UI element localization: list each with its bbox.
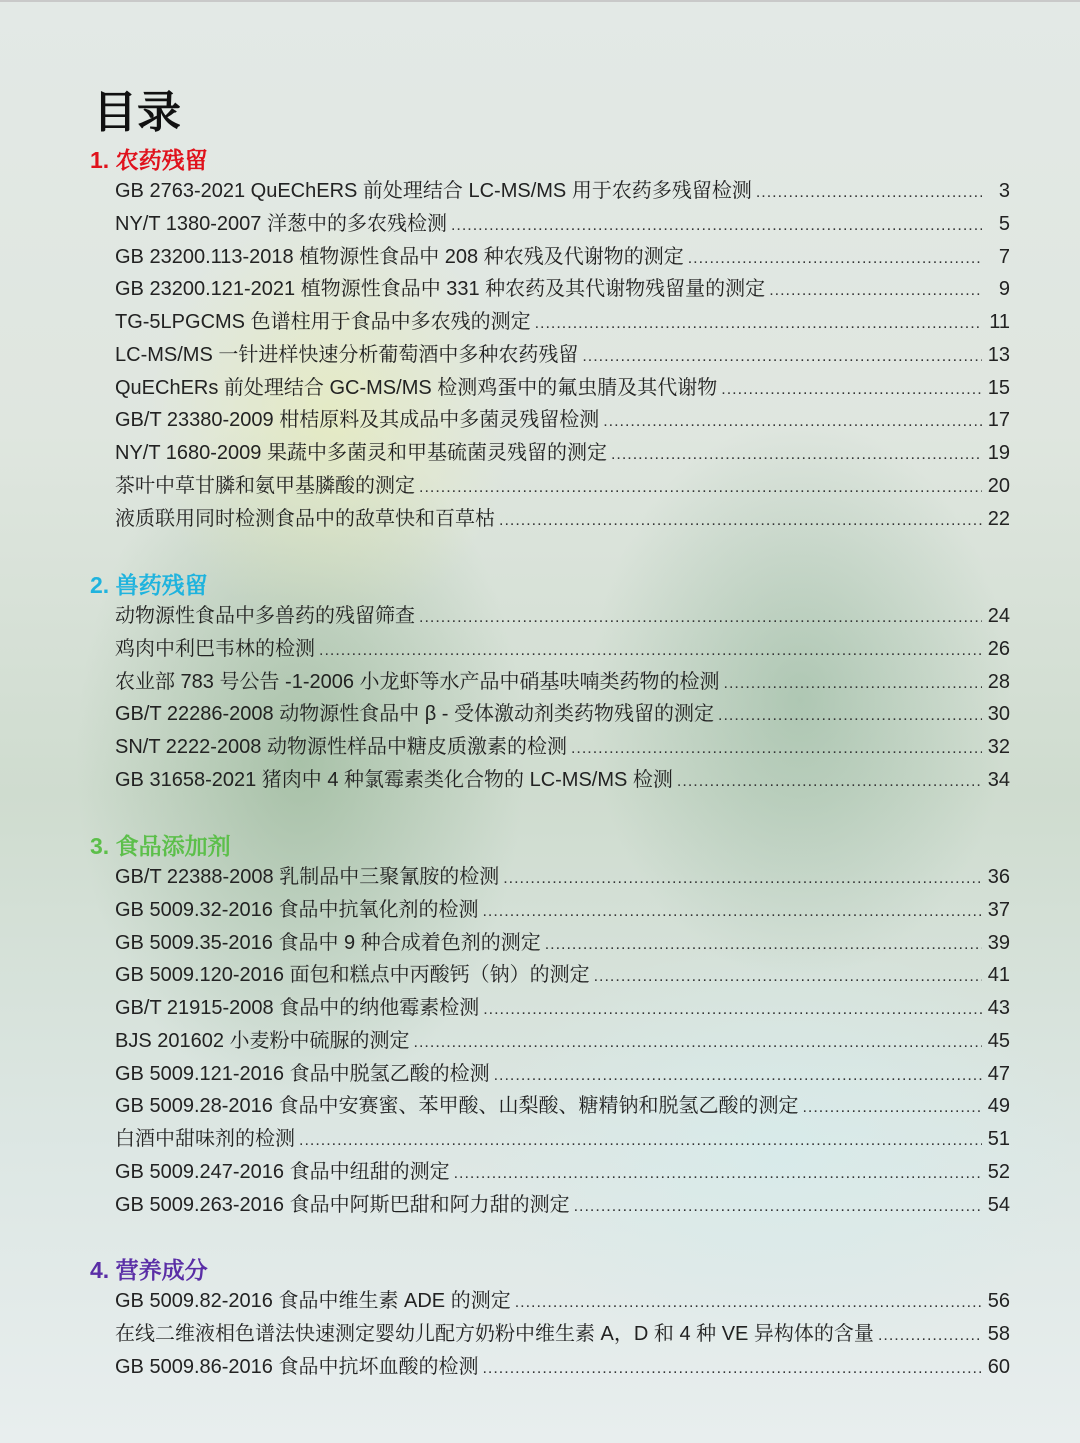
entry-title: 动物源性食品中多兽药的残留筛查 — [115, 605, 415, 627]
toc-entry[interactable] — [90, 764, 1010, 797]
page-number: 34 — [987, 768, 1010, 791]
page-number: 7 — [998, 245, 1010, 268]
section-heading: 2. 兽药残留 — [90, 572, 208, 598]
page-number: 56 — [987, 1290, 1010, 1312]
page-number: 11 — [989, 311, 1010, 333]
entry-title: GB 5009.32-2016 食品中抗氧化剂的检测 — [115, 898, 479, 921]
toc-entry[interactable] — [90, 959, 1010, 992]
toc-entry[interactable] — [90, 633, 1010, 666]
dot-leader — [594, 961, 982, 994]
entry-title: GB/T 22286-2008 动物源性食品中 β - 受体激动剂类药物残留的测定 — [115, 703, 715, 726]
toc-entry[interactable] — [90, 861, 1010, 894]
toc-entry[interactable] — [90, 1156, 1010, 1189]
dot-leader — [483, 994, 982, 1027]
dot-leader — [319, 635, 982, 668]
toc-entry[interactable] — [90, 273, 1010, 306]
dot-leader — [718, 700, 982, 733]
section-heading: 1. 农药残留 — [90, 147, 208, 173]
toc-entry[interactable] — [90, 175, 1010, 208]
toc-entry[interactable] — [90, 731, 1010, 764]
dot-leader — [603, 406, 982, 439]
toc-entry[interactable] — [90, 437, 1010, 470]
page-number: 19 — [987, 442, 1010, 464]
entry-title: 白酒中甜味剂的检测 — [115, 1128, 295, 1150]
toc-entry[interactable] — [90, 894, 1010, 927]
page-number: 51 — [987, 1128, 1010, 1150]
entry-title: NY/T 1680-2009 果蔬中多菌灵和甲基硫菌灵残留的测定 — [115, 442, 607, 464]
dot-leader — [769, 275, 982, 308]
section-heading: 4. 营养成分 — [90, 1257, 208, 1283]
toc-entry[interactable] — [90, 470, 1010, 503]
dot-leader — [414, 1027, 982, 1060]
dot-leader — [724, 668, 982, 701]
dot-leader — [482, 896, 982, 929]
entry-title: QuEChERs 前处理结合 GC-MS/MS 检测鸡蛋中的氟虫腈及其代谢物 — [115, 376, 718, 399]
entry-title: GB 5009.247-2016 食品中纽甜的测定 — [115, 1160, 450, 1183]
toc-entry[interactable] — [90, 1189, 1010, 1222]
entry-title: GB 23200.113-2018 植物源性食品中 208 种农残及代谢物的测定 — [115, 245, 684, 268]
entry-title: GB 31658-2021 猪肉中 4 种氯霉素类化合物的 LC-MS/MS 检测 — [115, 768, 673, 791]
entry-title: GB 5009.121-2016 食品中脱氢乙酸的检测 — [115, 1062, 490, 1085]
page-number: 54 — [987, 1193, 1010, 1216]
page-number: 49 — [987, 1095, 1010, 1118]
entry-title: GB/T 21915-2008 食品中的纳他霉素检测 — [115, 997, 480, 1019]
dot-leader — [574, 1191, 982, 1224]
toc-section — [90, 570, 1010, 797]
entry-title: GB 5009.28-2016 食品中安赛蜜、苯甲酸、山梨酸、糖精钠和脱氢乙酸的测定 — [115, 1095, 799, 1118]
page-number: 20 — [987, 474, 1010, 497]
dot-leader — [494, 1060, 982, 1093]
entry-title: NY/T 1380-2007 洋葱中的多农残检测 — [115, 212, 447, 235]
entry-title: 茶叶中草甘膦和氨甲基膦酸的测定 — [115, 474, 415, 497]
entry-title: GB 5009.86-2016 食品中抗坏血酸的检测 — [115, 1355, 479, 1378]
page-number: 24 — [987, 605, 1010, 627]
toc-entry[interactable] — [90, 503, 1010, 536]
entry-title: SN/T 2222-2008 动物源性样品中糖皮质激素的检测 — [115, 736, 567, 758]
dot-leader — [515, 1287, 982, 1320]
dot-leader — [721, 374, 982, 407]
toc-entry[interactable] — [90, 698, 1010, 731]
entry-title: GB/T 22388-2008 乳制品中三聚氰胺的检测 — [115, 866, 500, 888]
page-number: 52 — [987, 1160, 1010, 1183]
page-number: 39 — [987, 931, 1010, 954]
page-number: 5 — [998, 212, 1010, 235]
entry-title: GB 5009.82-2016 食品中维生素 ADE 的测定 — [115, 1290, 511, 1312]
toc-entry[interactable] — [90, 306, 1010, 339]
toc-entry[interactable] — [90, 372, 1010, 405]
toc-entry[interactable] — [90, 208, 1010, 241]
dot-leader — [571, 733, 982, 766]
page-number: 58 — [987, 1322, 1010, 1345]
dot-leader — [535, 308, 982, 341]
page-number: 43 — [987, 997, 1010, 1019]
entry-title: BJS 201602 小麦粉中硫脲的测定 — [115, 1029, 410, 1052]
dot-leader — [451, 210, 982, 243]
page-number: 41 — [987, 964, 1010, 987]
page-number: 28 — [987, 670, 1010, 693]
page-number: 9 — [998, 278, 1010, 301]
dot-leader — [419, 602, 982, 635]
toc-entry[interactable] — [90, 1090, 1010, 1123]
dot-leader — [454, 1158, 982, 1191]
entry-title: 鸡肉中利巴韦林的检测 — [115, 637, 315, 660]
page-number: 37 — [987, 898, 1010, 921]
page-number: 15 — [987, 376, 1010, 399]
page-title: 目录 — [93, 88, 181, 137]
toc-section — [90, 145, 1010, 535]
toc-section — [90, 831, 1010, 1221]
toc-entry[interactable] — [90, 1285, 1010, 1318]
entry-title: GB 5009.263-2016 食品中阿斯巴甜和阿力甜的测定 — [115, 1193, 570, 1216]
section-heading: 3. 食品添加剂 — [90, 833, 231, 859]
entry-title: LC-MS/MS 一针进样快速分析葡萄酒中多种农药残留 — [115, 343, 579, 366]
toc-entry[interactable] — [90, 1351, 1010, 1384]
entry-title: 农业部 783 号公告 -1-2006 小龙虾等水产品中硝基呋喃类药物的检测 — [115, 670, 720, 693]
dot-leader — [503, 863, 982, 896]
entry-title: TG-5LPGCMS 色谱柱用于食品中多农残的测定 — [115, 311, 531, 333]
page-number: 47 — [987, 1062, 1010, 1085]
toc-entry[interactable] — [90, 1123, 1010, 1156]
dot-leader — [688, 243, 982, 276]
dot-leader — [299, 1125, 982, 1158]
page-number: 22 — [987, 507, 1010, 530]
page-number: 60 — [987, 1355, 1010, 1378]
toc-section — [90, 1255, 1010, 1383]
toc-entry[interactable] — [90, 404, 1010, 437]
toc-entry[interactable] — [90, 1058, 1010, 1091]
dot-leader — [545, 929, 982, 962]
dot-leader — [499, 505, 982, 538]
toc-entry[interactable] — [90, 1318, 1010, 1351]
toc-entry[interactable] — [90, 927, 1010, 960]
entry-title: GB 23200.121-2021 植物源性食品中 331 种农药及其代谢物残留量的测定 — [115, 278, 766, 301]
toc-entry[interactable] — [90, 339, 1010, 372]
toc-entry[interactable] — [90, 600, 1010, 633]
page-number: 3 — [998, 180, 1010, 202]
page-number: 32 — [987, 736, 1010, 758]
page-number: 45 — [987, 1029, 1010, 1052]
dot-leader — [419, 472, 982, 505]
page-number: 26 — [987, 637, 1010, 660]
dot-leader — [756, 177, 982, 210]
entry-title: GB 5009.35-2016 食品中 9 种合成着色剂的测定 — [115, 931, 541, 954]
entry-title: 液质联用同时检测食品中的敌草快和百草枯 — [115, 507, 495, 530]
dot-leader — [611, 439, 982, 472]
page-number: 17 — [987, 409, 1010, 432]
entry-title: GB/T 23380-2009 柑桔原料及其成品中多菌灵残留检测 — [115, 409, 600, 432]
dot-leader — [878, 1320, 982, 1353]
toc-entry[interactable] — [90, 1025, 1010, 1058]
toc-entry[interactable] — [90, 666, 1010, 699]
toc-entry[interactable] — [90, 992, 1010, 1025]
dot-leader — [677, 766, 982, 799]
page-number: 13 — [987, 343, 1010, 366]
entry-title: 在线二维液相色谱法快速测定婴幼儿配方奶粉中维生素 A，D 和 4 种 VE 异构体的含量 — [115, 1322, 874, 1345]
entry-title: GB 5009.120-2016 面包和糕点中丙酸钙（钠）的测定 — [115, 964, 590, 987]
dot-leader — [802, 1092, 982, 1125]
dot-leader — [482, 1353, 982, 1386]
page-number: 36 — [987, 866, 1010, 888]
toc-entry[interactable] — [90, 241, 1010, 274]
page-number: 30 — [987, 703, 1010, 726]
dot-leader — [582, 341, 982, 374]
entry-title: GB 2763-2021 QuEChERS 前处理结合 LC-MS/MS 用于农药多残留检测 — [115, 180, 752, 202]
